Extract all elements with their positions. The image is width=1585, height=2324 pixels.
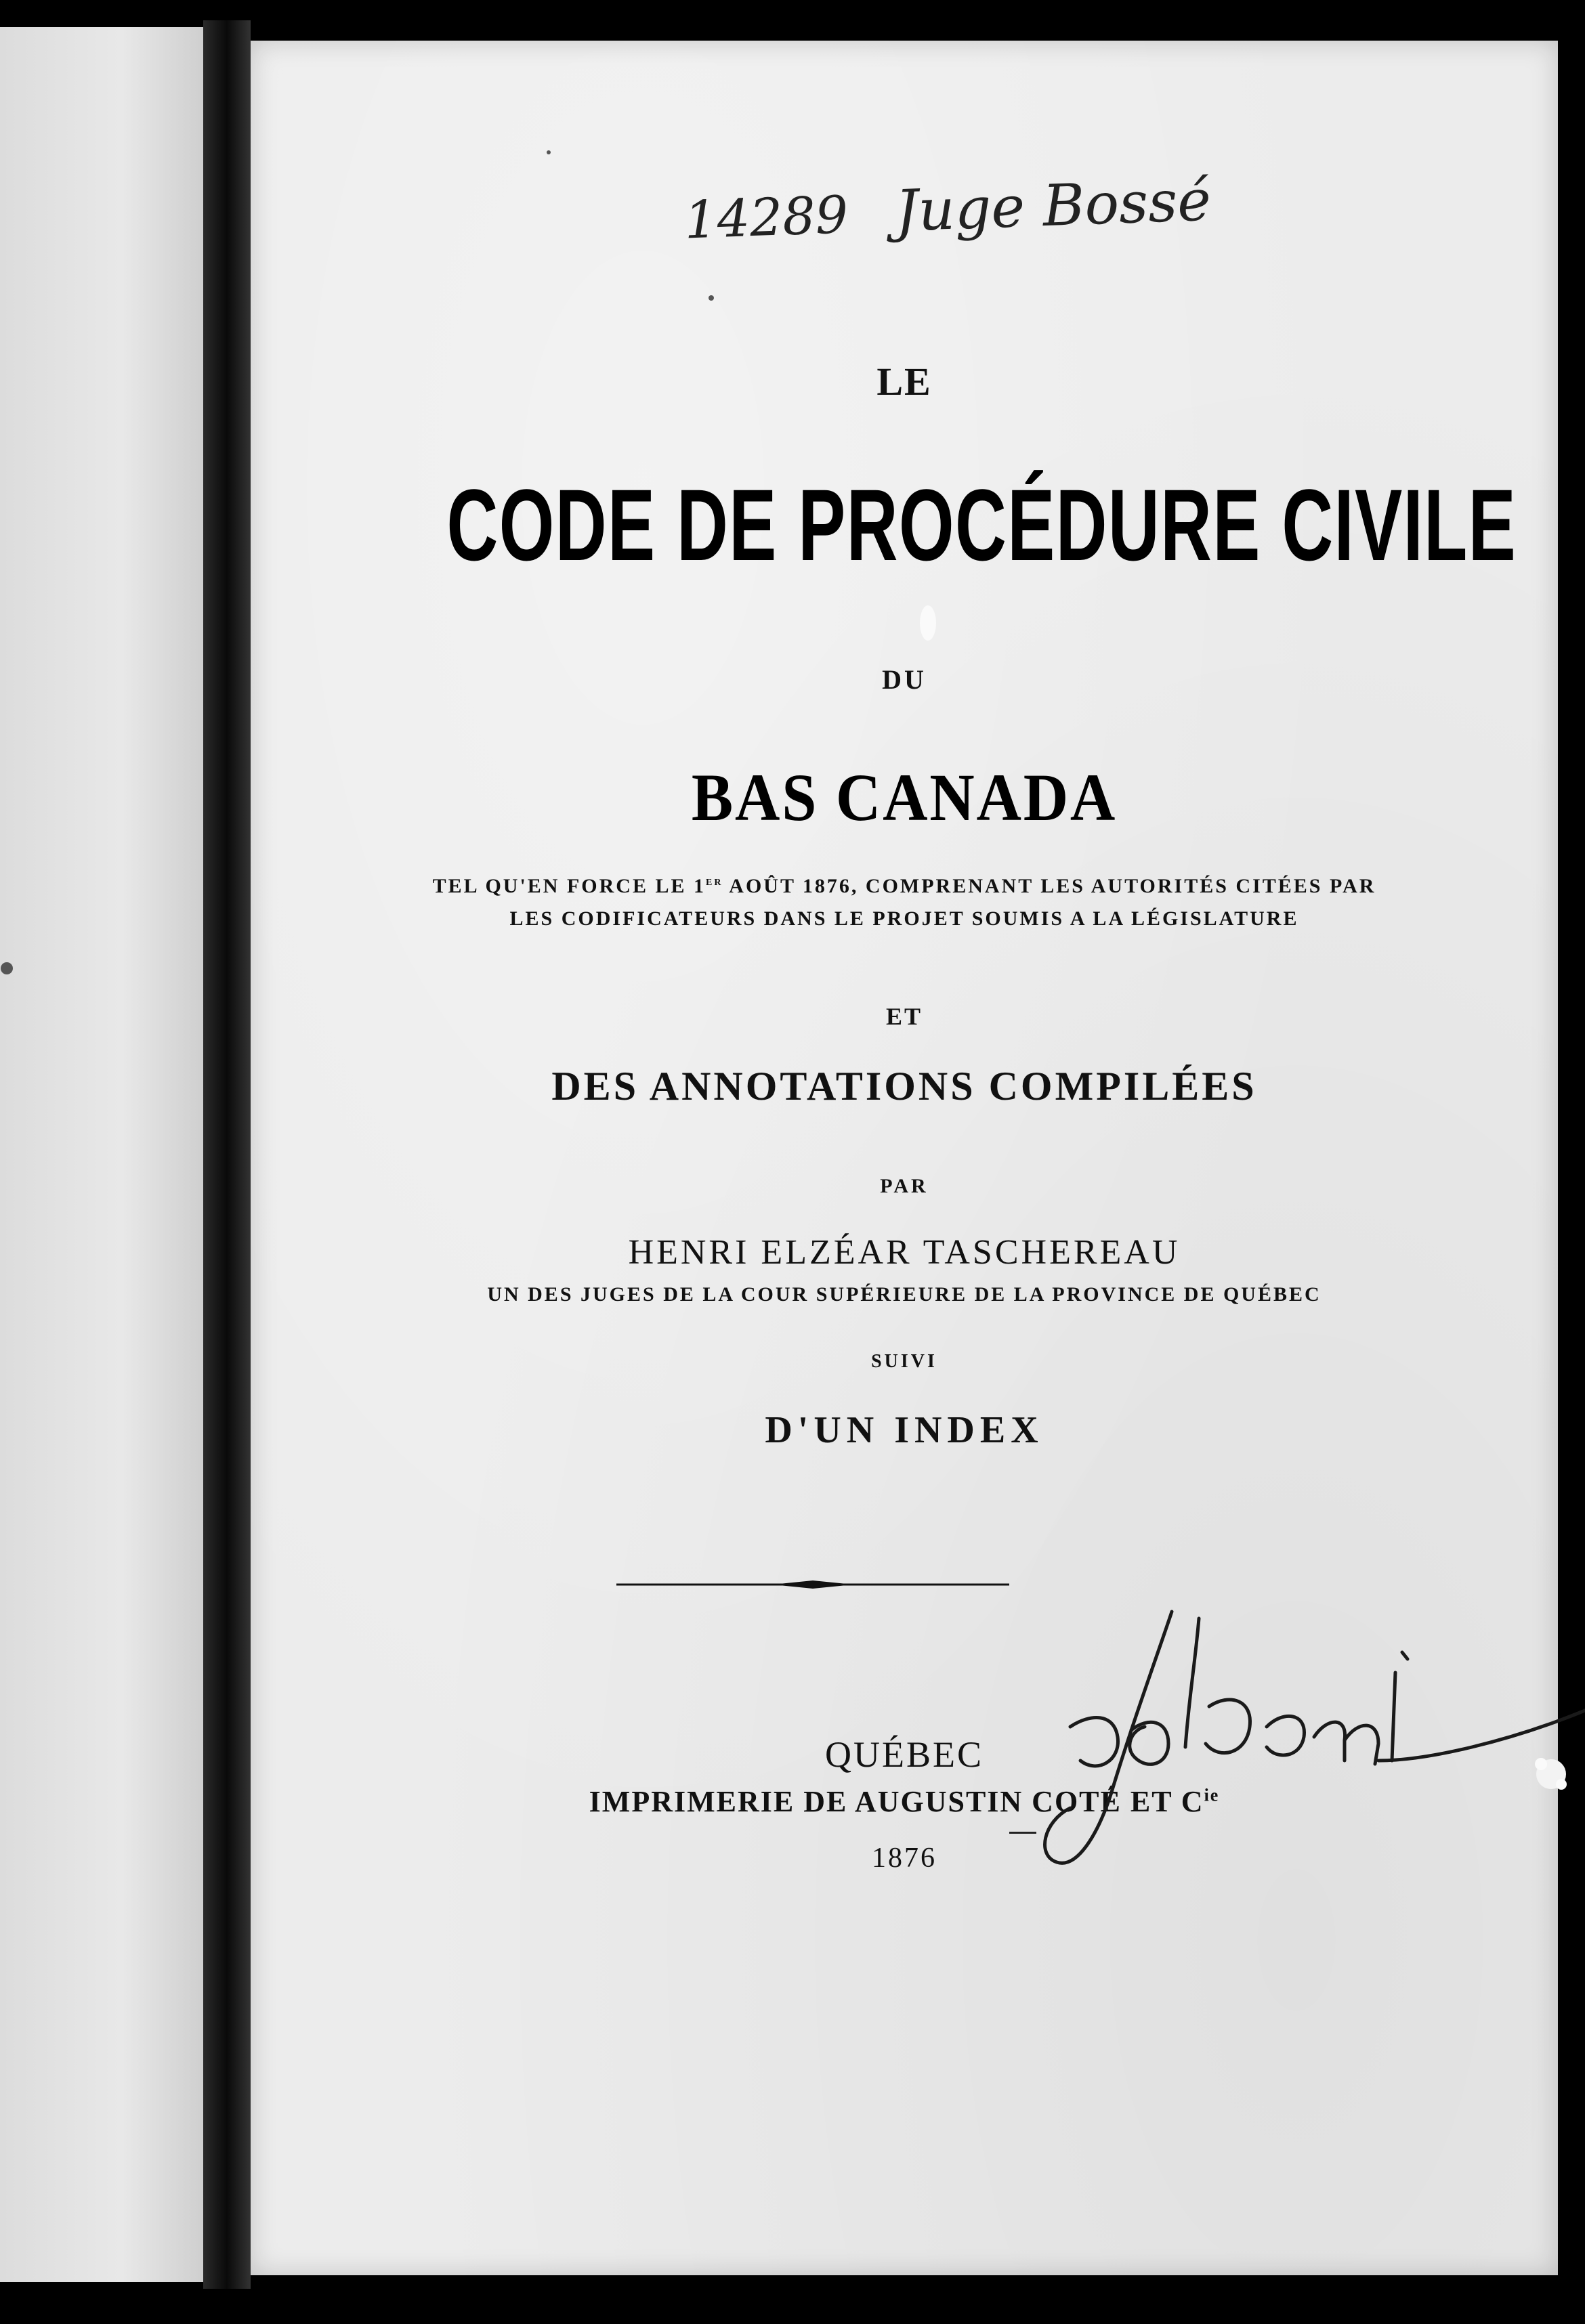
subtitle-line-1: TEL QU'EN FORCE LE 1er AOÛT 1876, COMPRENANT LES AUTORITÉS CITÉES PAR	[432, 874, 1376, 897]
annotations-title: DES ANNOTATIONS COMPILÉES	[551, 1064, 1257, 1109]
subtitle-line-2: LES CODIFICATEURS DANS LE PROJET SOUMIS A LA LÉGISLATURE	[509, 907, 1299, 930]
book-gutter	[203, 20, 251, 2289]
title-page	[251, 41, 1558, 2275]
handwritten-signature	[996, 1591, 1585, 1882]
ornamental-rule	[616, 1578, 1009, 1591]
followed-by-label: SUIVI	[871, 1351, 937, 1372]
main-title: CODE DE PROCÉDURE CIVILE	[446, 468, 1517, 582]
title-du: DU	[882, 664, 927, 695]
handwritten-owner-note: Juge Bossé	[894, 167, 1212, 244]
title-article: LE	[876, 360, 932, 404]
imprint-year: 1876	[872, 1843, 937, 1874]
facing-page-edge	[0, 27, 203, 2282]
imprint-printer: IMPRIMERIE DE AUGUSTIN COTÉ ET $C^{ie}$	[589, 1785, 1220, 1818]
conjunction-et: ET	[885, 1003, 923, 1030]
region-title: BAS CANADA	[691, 760, 1118, 835]
by-label: PAR	[880, 1175, 929, 1197]
handwritten-number: 14289	[683, 184, 849, 251]
author-name: HENRI ELZÉAR TASCHEREAU	[628, 1233, 1181, 1272]
author-role: UN DES JUGES DE LA COUR SUPÉRIEURE DE LA PROVINCE DE QUÉBEC	[487, 1283, 1322, 1306]
index-title: D'UN INDEX	[765, 1409, 1044, 1451]
imprint-place: QUÉBEC	[825, 1734, 984, 1775]
handwritten-note	[683, 167, 1212, 251]
